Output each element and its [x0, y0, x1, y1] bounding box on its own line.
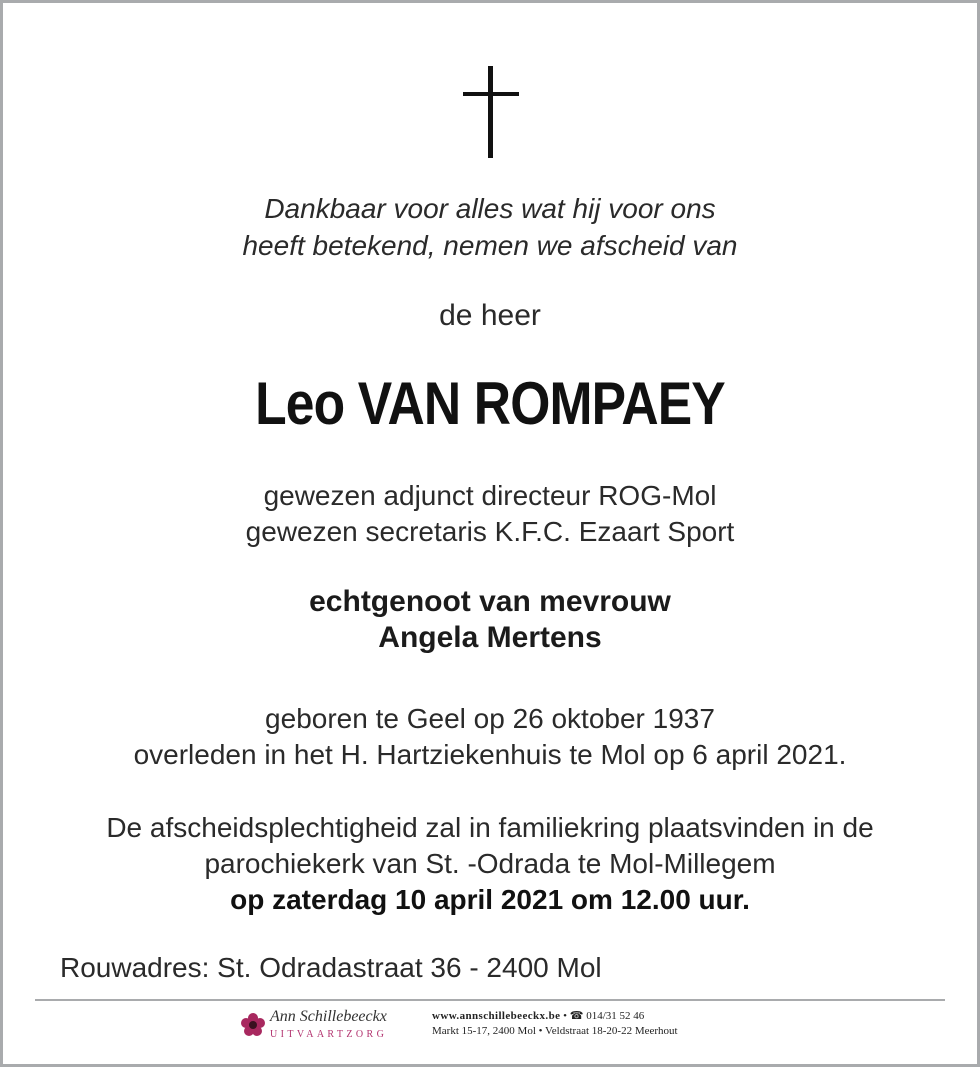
funeral-home-tagline: UITVAARTZORG [270, 1029, 388, 1040]
funeral-home-contact: www.annschillebeeckx.be • ☎ 014/31 52 46 Markt 15-17, 2400 Mol • Veldstraat 18-20-22 Meerhout [432, 1010, 678, 1037]
intro-line-2: heeft betekend, nemen we afscheid van [242, 230, 738, 261]
honorific: de heer [439, 299, 541, 332]
role-line-1: gewezen adjunct directeur ROG-Mol [263, 480, 717, 511]
spouse-line-2: Angela Mertens [378, 621, 602, 654]
mourning-address: Rouwadres: St. Odradastraat 36 - 2400 Mol [60, 952, 602, 983]
deceased-name: Leo VAN ROMPAEY [255, 370, 725, 437]
flower-icon [240, 1012, 266, 1038]
locations: Markt 15-17, 2400 Mol • Veldstraat 18-20-22 Meerhout [432, 1025, 678, 1037]
spouse-line-1: echtgenoot van mevrouw [309, 585, 671, 618]
life-dates [0, 701, 980, 773]
roles [0, 478, 980, 550]
spouse [0, 584, 980, 656]
cross-icon [463, 66, 519, 158]
birth-line: geboren te Geel op 26 oktober 1937 [265, 703, 715, 734]
funeral-home-footer [240, 1008, 760, 1048]
death-line: overleden in het H. Hartziekenhuis te Mol op 6 april 2021. [133, 739, 847, 770]
phone-number: 014/31 52 46 [586, 1010, 645, 1022]
role-line-2: gewezen secretaris K.F.C. Ezaart Sport [245, 516, 735, 547]
ceremony-info [0, 810, 980, 918]
footer-divider [35, 999, 945, 1001]
intro-line-1: Dankbaar voor alles wat hij voor ons [264, 193, 716, 224]
intro-text [0, 190, 980, 264]
ceremony-line-2: parochiekerk van St. -Odrada te Mol-Millegem [204, 848, 776, 879]
funeral-home-name: Ann Schillebeeckx [270, 1008, 387, 1025]
website-link[interactable]: www.annschillebeeckx.be [432, 1010, 561, 1022]
phone-icon: ☎ [569, 1010, 584, 1022]
ceremony-line-1: De afscheidsplechtigheid zal in familiekring plaatsvinden in de [106, 812, 874, 843]
ceremony-datetime: op zaterdag 10 april 2021 om 12.00 uur. [230, 884, 750, 915]
